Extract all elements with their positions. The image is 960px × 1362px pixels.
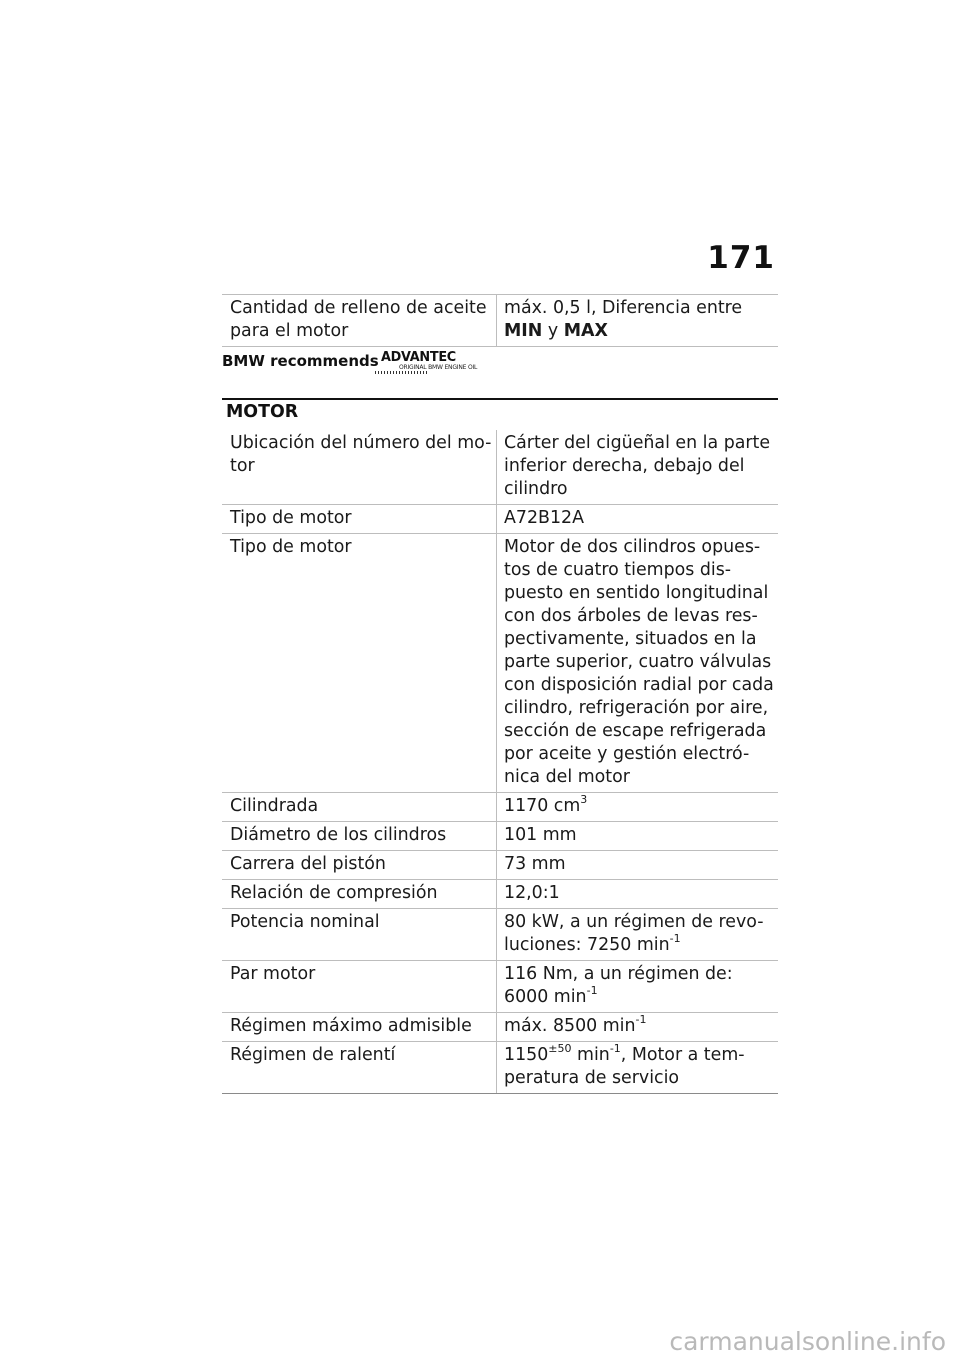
watermark: carmanualsonline.info: [669, 1327, 946, 1356]
spec-value: 101 mm: [497, 822, 779, 851]
spec-value: A72B12A: [497, 505, 779, 534]
spec-value-text: 1170 cm: [504, 796, 581, 816]
spec-value: 12,0:1: [497, 880, 779, 909]
spec-label: Régimen de ralentí: [222, 1042, 497, 1094]
spec-label: Diámetro de los cilindros: [222, 822, 497, 851]
table-row: [222, 1042, 778, 1094]
spec-label: Tipo de motor: [222, 534, 497, 793]
spec-label: Cilindrada: [222, 793, 497, 822]
bmw-recommends-text: BMW recommends: [222, 352, 379, 370]
and-word: y: [547, 321, 559, 341]
superscript: -1: [586, 984, 598, 998]
oil-capacity-table: [222, 294, 778, 347]
superscript: -1: [635, 1013, 647, 1027]
table-row: [222, 430, 778, 505]
spec-value-text: 1150: [504, 1045, 549, 1065]
spec-value-text: 116 Nm, a un régimen de: 6000 min: [504, 964, 733, 1007]
superscript: ±50: [548, 1042, 572, 1056]
table-row: [222, 880, 778, 909]
spec-label: Régimen máximo admisible: [222, 1013, 497, 1042]
table-row: [222, 534, 778, 793]
spec-value-text: min: [571, 1045, 610, 1065]
min-mark: MIN: [504, 321, 543, 341]
spec-label: Par motor: [222, 961, 497, 1013]
spec-value-text: 80 kW, a un régimen de revo-luciones: 7250 min: [504, 912, 764, 955]
superscript: -1: [609, 1042, 621, 1056]
spec-value-text: , Motor a tem-peratura de servicio: [504, 1045, 745, 1088]
spec-value: Motor de dos cilindros opues-tos de cuatro tiempos dis-puesto en sentido longitudinal con dos árboles de levas res-pectivamente, situados en la parte superior, cuatro válvulas con disposición radial por cada cilindro, refrigeración por aire, sección de escape refrigerada por aceite y gestión electró-nica del motor: [497, 534, 779, 793]
spec-label: Carrera del pistón: [222, 851, 497, 880]
spec-label: Relación de compresión: [222, 880, 497, 909]
section-divider: [222, 398, 778, 400]
spec-value: Cárter del cigüeñal en la parte inferior derecha, debajo del cilindro: [497, 430, 779, 505]
spec-value: [497, 961, 779, 1013]
spec-value-text: máx. 8500 min: [504, 1016, 636, 1036]
superscript: -1: [669, 932, 681, 946]
oil-capacity-label: Cantidad de relleno de aceite para el motor: [222, 295, 497, 347]
advantec-logo-bar: [375, 371, 429, 374]
table-row: [222, 1013, 778, 1042]
table-row: [222, 851, 778, 880]
table-row: [222, 793, 778, 822]
max-mark: MAX: [563, 321, 608, 341]
spec-label: Ubicación del número del mo-tor: [222, 430, 497, 505]
motor-spec-table: [222, 430, 778, 1094]
advantec-logo-subtitle: ORIGINAL BMW ENGINE OIL: [399, 364, 478, 371]
spec-value: [497, 1013, 779, 1042]
table-row: [222, 295, 778, 347]
spec-value: [497, 793, 779, 822]
oil-capacity-value: [497, 295, 779, 347]
superscript: 3: [580, 793, 588, 807]
table-row: [222, 961, 778, 1013]
advantec-logo: [373, 349, 478, 377]
spec-value: [497, 1042, 779, 1094]
spec-label: Potencia nominal: [222, 909, 497, 961]
advantec-logo-word: ADVANTEC: [381, 349, 456, 365]
table-row: [222, 505, 778, 534]
table-row: [222, 909, 778, 961]
oil-capacity-text: máx. 0,5 l, Diferencia entre: [504, 298, 743, 318]
table-row: [222, 822, 778, 851]
spec-value: 73 mm: [497, 851, 779, 880]
spec-label: Tipo de motor: [222, 505, 497, 534]
page-number: 171: [707, 240, 775, 276]
spec-value: [497, 909, 779, 961]
section-title: MOTOR: [226, 402, 299, 422]
